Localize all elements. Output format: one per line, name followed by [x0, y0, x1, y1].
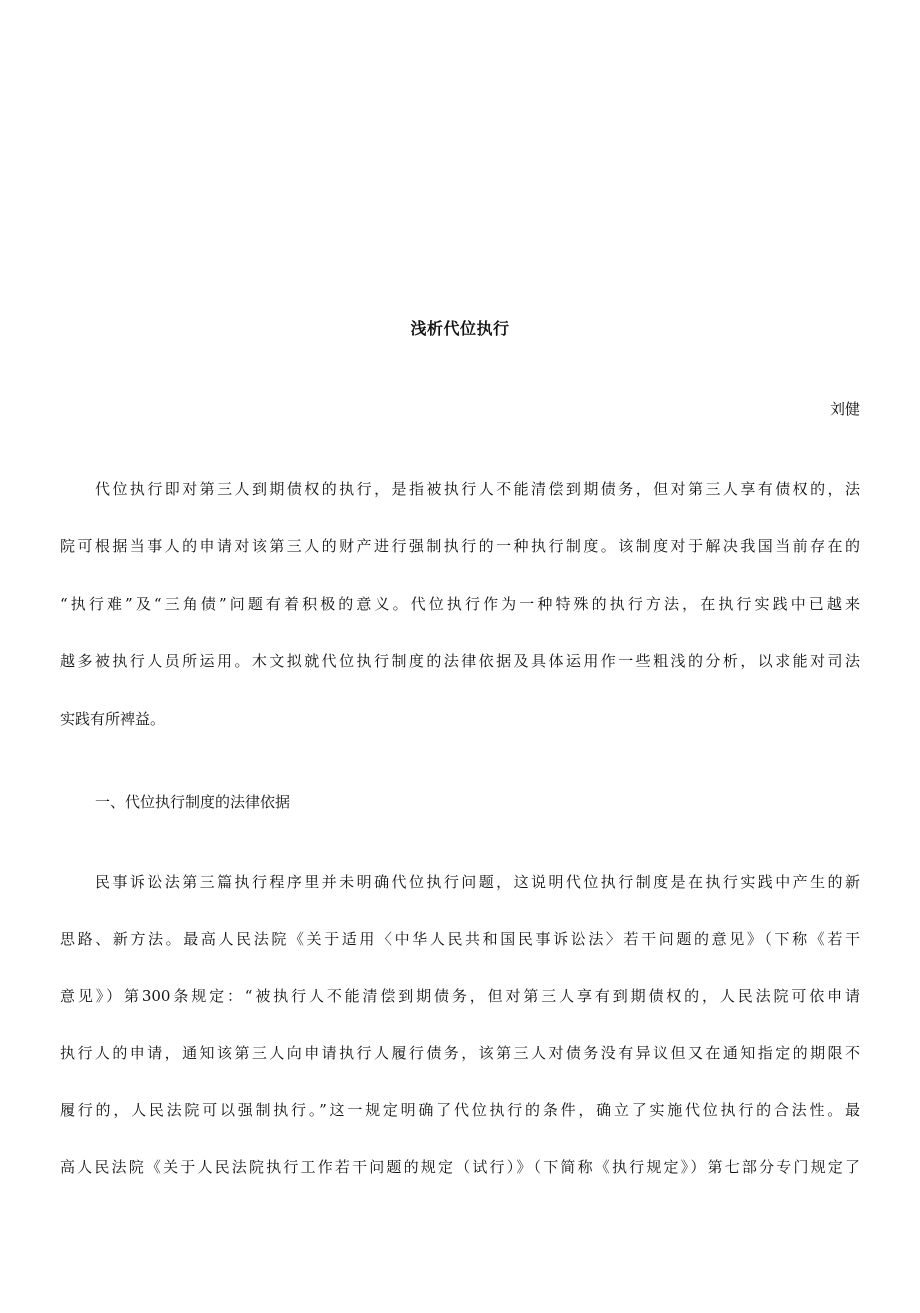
paragraph2-line: 执行人的申请，通知该第三人向申请执行人履行债务，该第三人对债务没有异议但又在通知指定的期限不 [60, 1044, 860, 1062]
paragraph2-line: 思路、新方法。最高人民法院《关于适用〈中华人民共和国民事诉讼法〉若干问题的意见》（下称《若干 [60, 930, 860, 948]
paragraph2-line: 民事诉讼法第三篇执行程序里并未明确代位执行问题，这说明代位执行制度是在执行实践中产生的新 [95, 873, 860, 891]
paragraph1-line: 实践有所裨益。 [60, 710, 166, 728]
paragraph1-line: 代位执行即对第三人到期债权的执行，是指被执行人不能清偿到期债务，但对第三人享有债权的，法 [95, 480, 860, 498]
author-name: 刘健 [829, 400, 860, 418]
paragraph1-line: 院可根据当事人的申请对该第三人的财产进行强制执行的一种执行制度。该制度对于解决我国当前存在的 [60, 537, 860, 555]
document-title: 浅析代位执行 [410, 319, 510, 338]
paragraph2-line: 高人民法院《关于人民法院执行工作若干问题的规定（试行）》（下简称《执行规定》）第七部分专门规定了 [60, 1158, 860, 1176]
section-heading: 一、代位执行制度的法律依据 [95, 793, 291, 811]
paragraph1-line: “执行难”及“三角债”问题有着积极的意义。代位执行作为一种特殊的执行方法，在执行实践中已越来 [60, 595, 860, 613]
paragraph1-line: 越多被执行人员所运用。木文拟就代位执行制度的法律依据及具体运用作一些粗浅的分析，以求能对司法 [60, 652, 860, 670]
paragraph2-line: 履行的，人民法院可以强制执行。”这一规定明确了代位执行的条件，确立了实施代位执行的合法性。最 [60, 1101, 860, 1119]
paragraph2-line: 意见》）第300条规定：“被执行人不能清偿到期债务，但对第三人享有到期债权的，人民法院可依申请 [60, 987, 860, 1005]
